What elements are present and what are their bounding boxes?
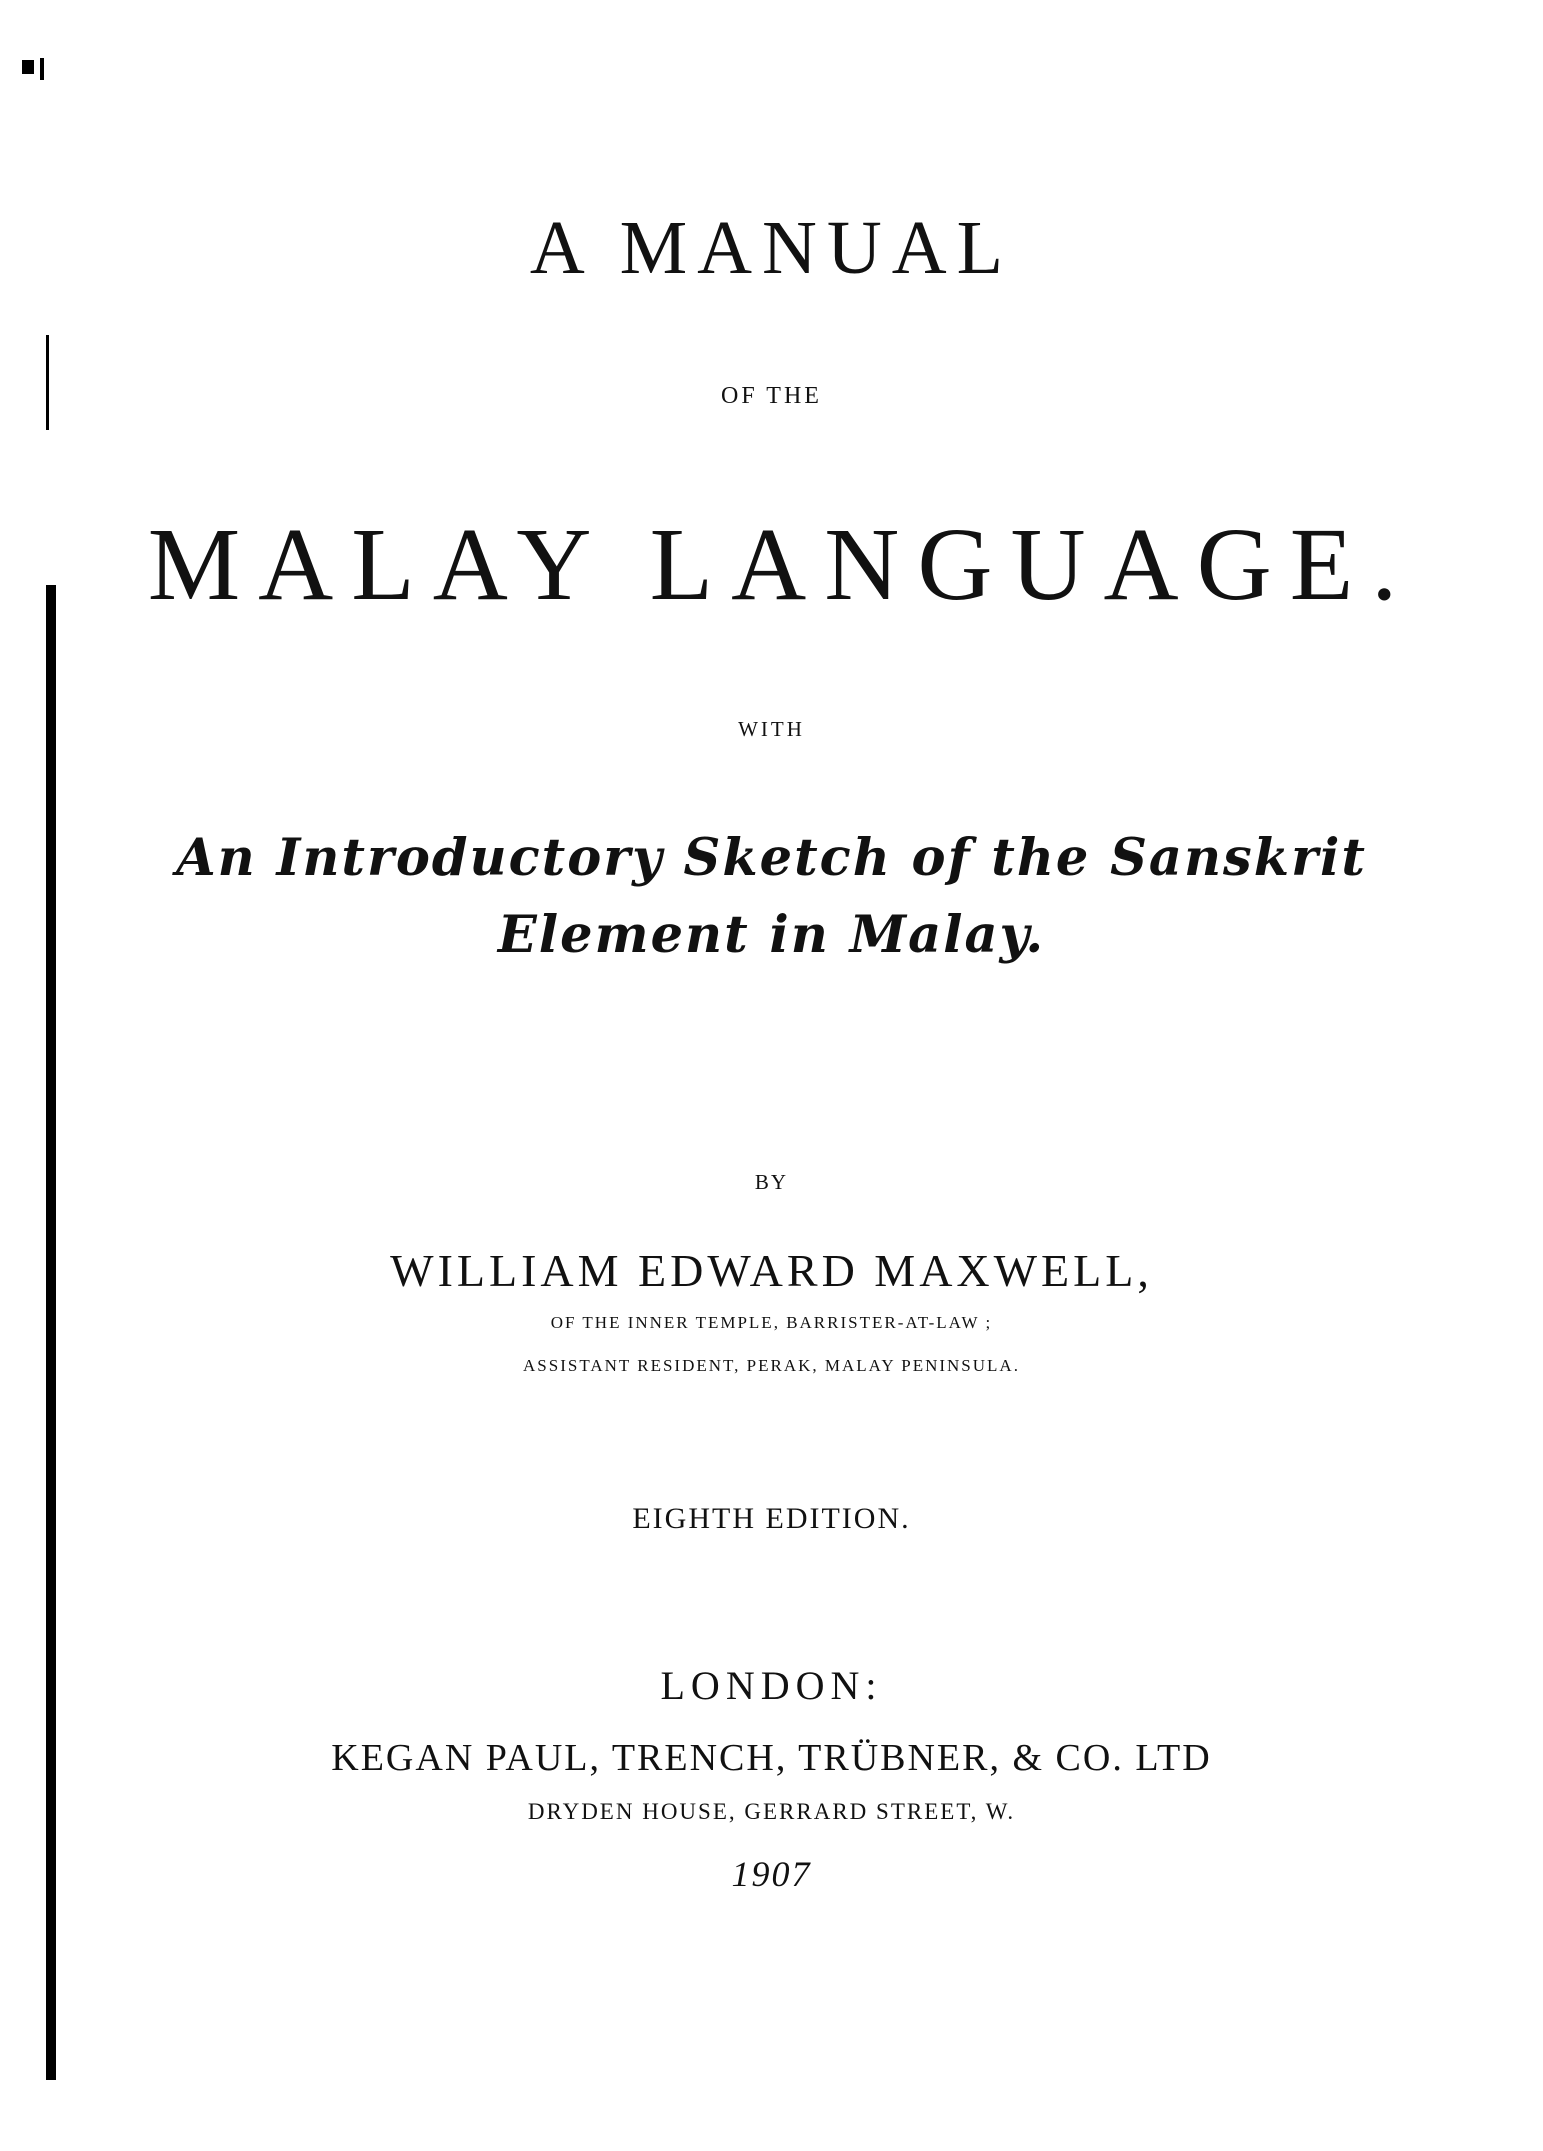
publisher-address: DRYDEN HOUSE, GERRARD STREET, W.: [527, 1799, 1016, 1824]
author-credential: OF THE INNER TEMPLE, BARRISTER-AT-LAW ;: [550, 1313, 993, 1332]
subtitle-line-2: Element in Malay.: [497, 905, 1046, 965]
subtitle-line-1: An Introductory Sketch of the Sanskrit: [176, 828, 1367, 888]
author-name: WILLIAM EDWARD MAXWELL,: [390, 1245, 1153, 1296]
author-credential: ASSISTANT RESIDENT, PERAK, MALAY PENINSULA.: [523, 1356, 1020, 1375]
title-line-2: OF THE: [721, 383, 822, 409]
scan-mark: [22, 60, 34, 74]
title-line-1: A MANUAL: [529, 206, 1014, 290]
publication-year: 1907: [731, 1854, 812, 1894]
publisher: KEGAN PAUL, TRENCH, TRÜBNER, & CO. LTD: [331, 1737, 1212, 1779]
main-title: MALAY LANGUAGE.: [147, 507, 1416, 622]
publication-place: LONDON:: [660, 1663, 883, 1708]
by-label: BY: [754, 1170, 789, 1194]
scan-mark: [40, 58, 44, 80]
edition: EIGHTH EDITION.: [632, 1502, 911, 1535]
with-label: WITH: [738, 717, 805, 741]
